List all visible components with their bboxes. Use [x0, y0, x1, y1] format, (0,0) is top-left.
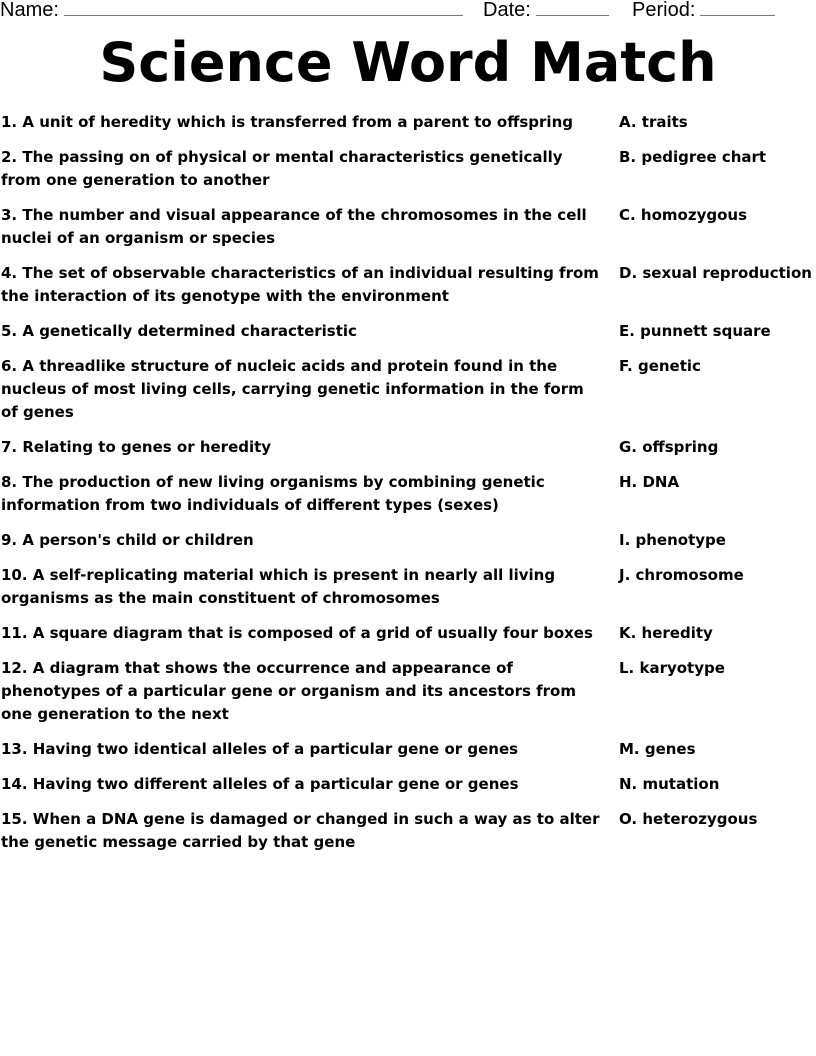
- date-label: Date:: [483, 0, 531, 21]
- clue-text: 6. A threadlike structure of nucleic acids and protein found in the nucleus of most living cells, carrying genetic information in the form of genes: [1, 357, 584, 421]
- match-row: [0, 564, 816, 610]
- answer-option: G. offspring: [619, 438, 719, 456]
- match-row: [0, 471, 816, 517]
- match-row: [0, 738, 816, 761]
- clue-text: 12. A diagram that shows the occurrence and appearance of phenotypes of a particular gene or organism and its ancestors from one generation to the next: [1, 659, 576, 723]
- answer-option: H. DNA: [619, 473, 680, 491]
- period-field[interactable]: [632, 0, 775, 21]
- answer-option: O. heterozygous: [619, 810, 758, 828]
- clue-text: 1. A unit of heredity which is transferred from a parent to offspring: [1, 113, 573, 131]
- clue-text: 4. The set of observable characteristics of an individual resulting from the interaction of its genotype with the environment: [1, 264, 599, 305]
- match-row: [0, 657, 816, 726]
- name-label: Name:: [0, 0, 59, 21]
- clue-text: 9. A person's child or children: [1, 531, 254, 549]
- clue-text: 10. A self-replicating material which is present in nearly all living organisms as the main constituent of chromosomes: [1, 566, 556, 607]
- date-field[interactable]: [483, 0, 609, 21]
- match-row: [0, 146, 816, 192]
- period-blank-line[interactable]: [700, 0, 775, 16]
- clue-text: 2. The passing on of physical or mental characteristics genetically from one generation to another: [1, 148, 563, 189]
- match-row: [0, 808, 816, 854]
- answer-option: C. homozygous: [619, 206, 748, 224]
- page-title: Science Word Match: [99, 31, 717, 94]
- match-row: [0, 262, 816, 308]
- match-row: [0, 204, 816, 250]
- match-list: [0, 111, 816, 866]
- answer-option: J. chromosome: [619, 566, 744, 584]
- name-blank-line[interactable]: [64, 0, 463, 16]
- match-row: [0, 355, 816, 424]
- clue-text: 15. When a DNA gene is damaged or changed in such a way as to alter the genetic message carried by that gene: [1, 810, 600, 851]
- clue-text: 11. A square diagram that is composed of a grid of usually four boxes: [1, 624, 593, 642]
- clue-text: 8. The production of new living organisms by combining genetic information from two individuals of different types (sexes): [1, 473, 545, 514]
- clue-text: 5. A genetically determined characteristic: [1, 322, 357, 340]
- answer-option: I. phenotype: [619, 531, 726, 549]
- clue-text: 14. Having two different alleles of a particular gene or genes: [1, 775, 519, 793]
- answer-option: N. mutation: [619, 775, 720, 793]
- clue-text: 13. Having two identical alleles of a particular gene or genes: [1, 740, 519, 758]
- answer-option: D. sexual reproduction: [619, 264, 812, 282]
- match-row: [0, 111, 816, 134]
- answer-option: B. pedigree chart: [619, 148, 767, 166]
- match-row: [0, 773, 816, 796]
- match-row: [0, 320, 816, 343]
- answer-option: M. genes: [619, 740, 696, 758]
- answer-option: A. traits: [619, 113, 688, 131]
- answer-option: K. heredity: [619, 624, 713, 642]
- answer-option: E. punnett square: [619, 322, 771, 340]
- answer-option: L. karyotype: [619, 659, 725, 677]
- worksheet-header: [0, 0, 816, 24]
- answer-option: F. genetic: [619, 357, 701, 375]
- match-row: [0, 436, 816, 459]
- match-row: [0, 529, 816, 552]
- clue-text: 7. Relating to genes or heredity: [1, 438, 272, 456]
- name-field[interactable]: [0, 0, 463, 21]
- match-row: [0, 622, 816, 645]
- date-blank-line[interactable]: [536, 0, 609, 16]
- clue-text: 3. The number and visual appearance of the chromosomes in the cell nuclei of an organism or species: [1, 206, 587, 247]
- period-label: Period:: [632, 0, 696, 21]
